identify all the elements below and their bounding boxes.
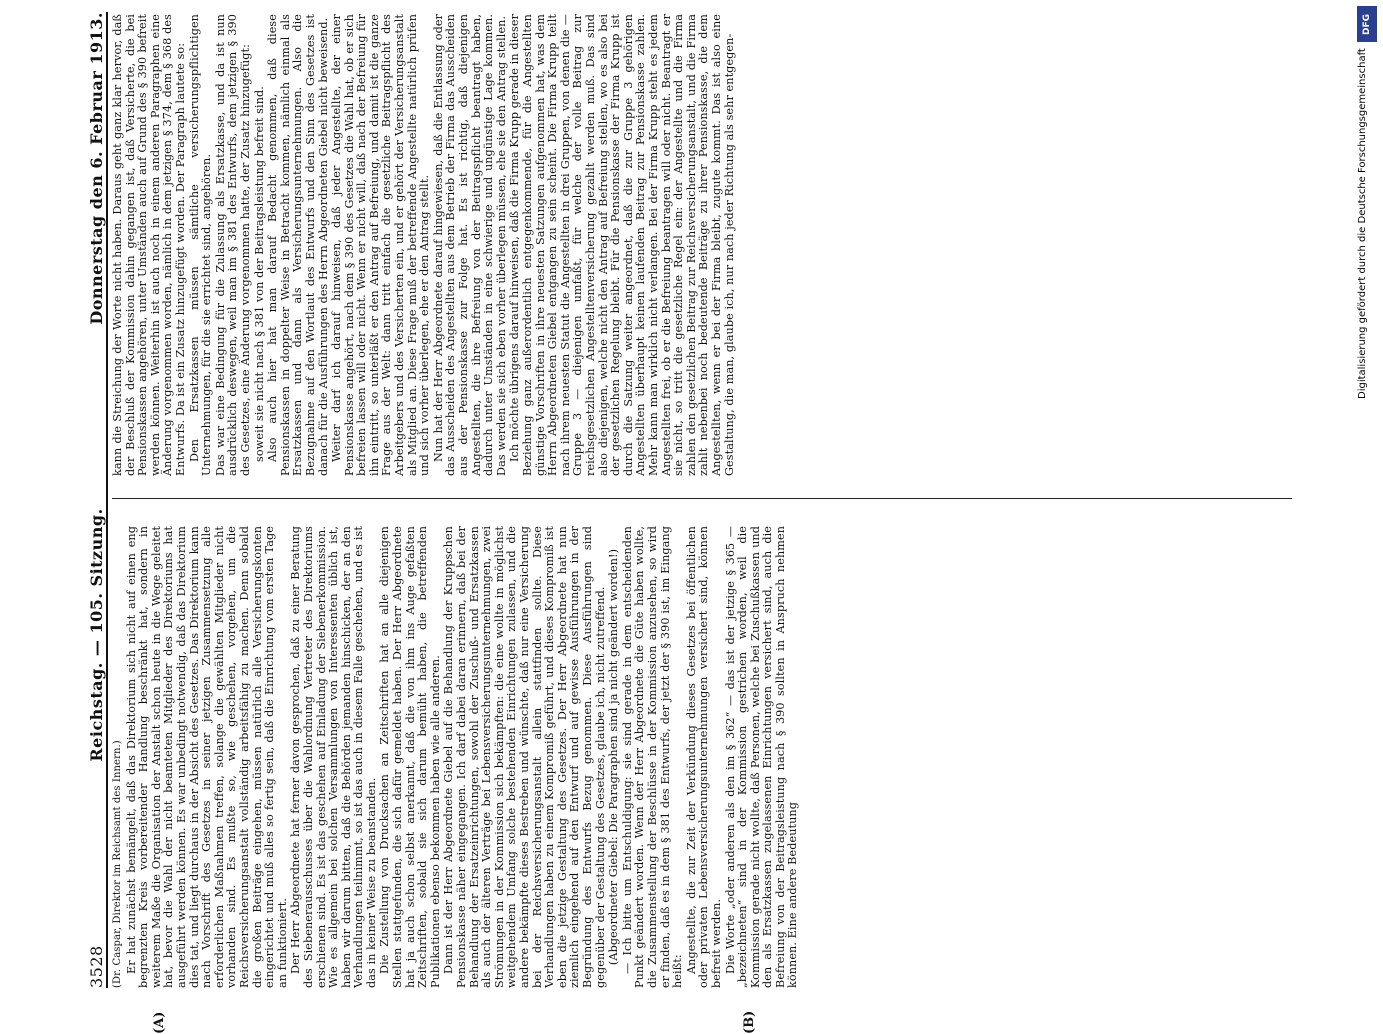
page-number: 3528	[87, 945, 106, 988]
paragraph: Er hat zunächst bemängelt, daß das Direktorium sich nicht auf einen eng begrenzten Kreis vorbereitender Handlung beschränkt hat, sondern in weiterem Maße die Organisation der Anstalt schon heute in die Wege geleitet hat, bevor die Wahl der nicht beamteten Mitglieder des Direktoriums hat ausgeführt werden können. Es war unbedingt notwendig, daß das Direktorium dies tat, und liegt durchaus in der Absicht des Gesetzes. Das Direktorium kann nach Vorschrift des Gesetzes in seiner jetzigen Zusammensetzung alle erforderlichen Maßnahmen treffen, solange die gewählten Mitglieder nicht vorhanden sind. Es mußte so, wie geschehen, vorgehen, um die Reichsversicherungsanstalt vollständig arbeitsfähig zu machen. Denn sobald die großen Beiträge eingehen, müssen natürlich alle Versicherungskonten eingerichtet und muß alles so fertig sein, daß die Einrichtung vom ersten Tage an funktioniert.	[124, 526, 289, 988]
paragraph: Die Zustellung von Drucksachen an Zeitschriften hat an alle diejenigen Stellen stattgefunden, die sich dafür gemeldet haben. Der Herr Abgeordnete hat ja auch schon selbst anerkannt, daß die von ihm ins Auge gefaßten Zeitschriften, sobald sie sich darum bemüht haben, die betreffenden Publikationen ebenso bekommen haben wie alle anderen.	[378, 526, 442, 988]
paragraph: Nun hat der Herr Abgeordnete darauf hingewiesen, daß die Entlassung oder das Ausscheiden des Angestellten aus dem Betrieb der Firma das Ausscheiden aus der Pensionskasse zur Folge hat. Es ist richtig, daß diejenigen Angestellten, die ihre Befreiung von der Beitragspflicht beantragt haben, dadurch unter Umständen in eine schwierige und ungünstige Lage kommen. Das werden sie sich eben vorher überlegen müssen, ehe sie den Antrag stellen.	[431, 14, 508, 476]
margin-mark-b: (B)	[742, 1010, 757, 1034]
quote: Den Ersatzkassen müssen sämtliche versicherungspflichtigen Unternehmungen, für die sie errichtet sind, angehören.	[187, 14, 214, 476]
scanned-page	[58, 12, 1338, 1034]
interjection: (Abgeordneter Giebel: Die Paragraphen sind ja nicht geändert worden!)	[607, 548, 621, 966]
paragraph: Die Worte „oder anderen als den im § 362“ — das ist der jetzige § 365 — „bezeichneten“ sind in der Kommission gestrichen worden, weil die Kommission gerade nicht wollte, daß Personen, welche bei Zuschußkassen und den als Ersatzkassen zugelassenen Einrichtungen versichert sind, auch die Befreiung von der Beitragsleistung nach § 390 sollten in Anspruch nehmen können. Eine andere Bedeutung	[723, 526, 800, 988]
text-columns	[111, 12, 1338, 1034]
session-date: Donnerstag den 6. Februar 1913.	[87, 12, 106, 325]
digitization-credit: Digitalisierung gefördert durch die Deutsche Forschungsgemeinschaft	[1357, 48, 1368, 399]
paragraph: Das war eine Bedingung für die Zulassung als Ersatzkasse, und da ist nun ausdrücklich deswegen, weil man im § 381 des Entwurfs, dem jetzigen § 390 des Gesetzes, eine Änderung vorgenommen hatte, der Zusatz hinzugefügt:	[213, 14, 252, 476]
left-column	[112, 526, 1292, 988]
paragraph: — Ich bitte um Entschuldigung: sie sind gerade in dem entscheidenden Punkt geändert worden. Wenn der Herr Abgeordnete die Güte haben wollte, die Zusammenstellung der Beschlüsse in der Kommission anzusehen, so wird er finden, daß es in dem § 381 des Entwurfs, der jetzt der § 390 ist, im Eingang heißt:	[620, 526, 685, 988]
paragraph: Ich möchte übrigens darauf hinweisen, daß die Firma Krupp gerade in dieser Beziehung ganz außerordentlich entgegenkommende, für die Angestellten günstige Vorschriften in ihre neuesten Satzungen aufgenommen hat, was dem Herrn Abgeordneten Giebel entgangen zu sein scheint. Die Firma Krupp teilt nach ihrem neuesten Statut die Angestellten in drei Gruppen, von denen die — Gruppe 3 — diejenigen umfaßt, für welche der volle Beitrag zur reichsgesetzlichen Angestelltenversicherung gezahlt werden muß. Das sind also diejenigen, welche nicht den Antrag auf Befreiung stellen, wo es also bei der gesetzlichen Regelung bleibt. Für die Pensionskasse der Firma Krupp ist durch die Satzung weiter angeordnet, daß die zur Gruppe 3 gehörigen Angestellten überhaupt keinen laufenden Beitrag zur Pensionskasse zahlen. Mehr kann man wirklich nicht verlangen. Bei der Firma Krupp steht es jedem Angestellten frei, ob er die Befreiung beantragen will oder nicht. Beantragt er sie nicht, so tritt die gesetzliche Regel ein: der Angestellte und die Firma zahlen den gesetzlichen Beitrag zur Reichsversicherungsanstalt, und die Firma zahlt nebenbei noch bedeutende Beiträge zu ihrer Pensionskasse, die dem Angestellten, wenn er bei der Firma bleibt, zugute kommt. Das ist also eine Gestaltung, die man, glaube ich, nur nach jeder Richtung als sehr entgegen-	[508, 14, 736, 476]
paragraph: Also auch hier hat man darauf Bedacht genommen, daß diese Pensionskassen in doppelter Weise in Betracht kommen, nämlich einmal als Ersatzkassen und dann als Versicherungsunternehmungen. Also die Bezugnahme auf den Wortlaut des Entwurfs und den Sinn des Gesetzes ist danach für die Ausführungen des Herrn Abgeordneten Giebel nicht beweisend.	[266, 14, 330, 476]
paragraph: Weiter darf ich darauf hinweisen, daß jeder Angestellte, der einer Pensionskasse angehört, nach dem § 390 des Gesetzes die Wahl hat, ob er sich befreien lassen will oder nicht. Wenn er nicht will, daß nach der Befreiung für ihn eintritt, so unterläßt er den Antrag auf Befreiung, und damit ist die ganze Frage aus der Welt: dann tritt einfach die gesetzliche Beitragspflicht des Arbeitgebers und des Versicherten ein, und er gehört der Versicherungsanstalt als Mitglied an. Diese Frage muß der betreffende Angestellte natürlich prüfen und sich vorher überlegen, ehe er den Antrag stellt.	[330, 14, 432, 476]
page-header	[58, 12, 108, 988]
quote: Angestellte, die zur Zeit der Verkündung dieses Gesetzes bei öffentlichen oder privaten Lebensversicherungsunternehmungen versichert sind, können befreit werden.	[684, 526, 723, 988]
session-title: Reichstag. — 105. Sitzung.	[87, 508, 106, 762]
credit-strip	[1351, 0, 1383, 1000]
paragraph: Dann ist der Herr Abgeordnete Giebel auf die Behandlung der Kruppschen Pensionskasse näher eingegangen. Ich darf dabei daran erinnern, daß bei der Behandlung der Ersatzeinrichtungen, sowohl der Zuschuß- und Ersatzkassen als auch der älteren Verträge bei Lebensversicherungsunternehmungen, zwei Strömungen in der Kommission sich bekämpften: die eine wollte in möglichst weitgehendem Umfang solche bestehenden Einrichtungen zulassen, und die andere bekämpfte dieses Bestreben und wünschte, daß nur eine Versicherung bei der Reichsversicherungsanstalt allein stattfinden sollte. Diese Verhandlungen haben zu einem Kompromiß geführt, und dieses Kompromiß ist eben die jetzige Gestaltung des Gesetzes. Der Herr Abgeordnete hat nun ziemlich eingehend auf den Entwurf und auf gewisse Ausführungen in der Begründung des Entwurfs Bezug genommen. Diese Ausführungen sind gegenüber der Gestaltung des Gesetzes, glaube ich, nicht zutreffend.	[442, 526, 607, 988]
paragraph: kann die Streichung der Worte nicht haben. Daraus geht ganz klar hervor, daß der Beschluß der Kommission dahin gegangen ist, daß Versicherte, die bei Pensionskassen angehören, unter Umständen auch auf Grund des § 390 befreit werden können. Weiterhin ist auch noch in einem anderen Paragraphen eine Änderung vorgenommen worden, nämlich in dem jetzigen § 374, dem § 368 des Entwurfs. Da ist ein Zusatz hinzugefügt worden. Der Paragraph lautete so:	[111, 14, 187, 476]
margin-mark-a: (A)	[152, 1011, 167, 1034]
rotated-page-content	[58, 12, 1338, 1034]
speaker-line: (Dr. Caspar, Direktor im Reichsamt des Innern.)	[112, 740, 123, 988]
column-divider	[112, 498, 1292, 499]
right-column	[112, 14, 1292, 476]
dfg-logo: DFG	[1357, 6, 1377, 42]
paragraph: Der Herr Abgeordnete hat ferner davon gesprochen, daß zu einer Beratung des Siebenerausschusses über die Wahlordnung Vertreter des Direktoriums erschienen sind. Es ist das geschehen auf Einladung der Siebenerkommission. Wie es allgemein bei solchen Versammlungen von Interessenten üblich ist, haben wir darum bitten, daß die Behörden jemanden hinschicken, der an den Verhandlungen teilnimmt, so ist das auch in diesem Falle geschehen, und es ist das in keiner Weise zu beanstanden.	[289, 526, 378, 988]
quote: soweit sie nicht nach § 381 von der Beitragsleistung befreit sind.	[252, 86, 266, 462]
